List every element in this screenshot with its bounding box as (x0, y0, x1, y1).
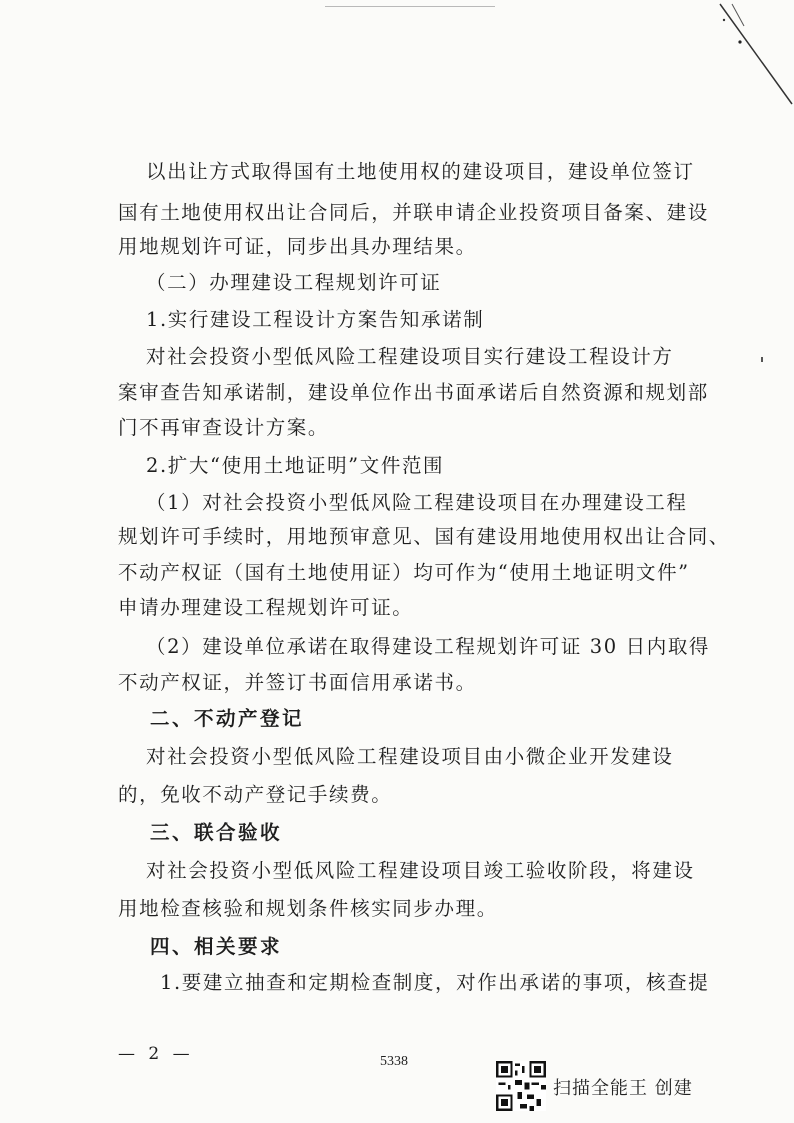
body-line: 不动产权证，并签订书面信用承诺书。 (118, 671, 477, 694)
scanner-watermark: 扫描全能王 创建 (553, 1078, 693, 1099)
body-line: 申请办理建设工程规划许可证。 (118, 596, 414, 619)
body-line: 不动产权证（国有土地使用证）均可作为“使用土地证明文件” (118, 561, 690, 584)
scan-edge-line (325, 6, 495, 7)
subsection-heading: （二）办理建设工程规划许可证 (146, 271, 442, 294)
document-code: 5338 (380, 1054, 408, 1069)
body-line: （2）建设单位承诺在取得建设工程规划许可证 30 日内取得 (146, 635, 711, 658)
body-line: 规划许可手续时，用地预审意见、国有建设用地使用权出让合同、 (118, 525, 730, 548)
page-fold-mark-icon (714, 0, 794, 110)
body-line: 1.要建立抽查和定期检查制度，对作出承诺的事项，核查提 (160, 971, 710, 994)
body-line: 国有土地使用权出让合同后，并联申请企业投资项目备案、建设 (118, 201, 709, 224)
section-heading: 四、相关要求 (150, 935, 283, 958)
body-line: 对社会投资小型低风险工程建设项目由小微企业开发建设 (146, 745, 674, 768)
section-heading: 二、不动产登记 (150, 707, 305, 730)
page-number: — 2 — (118, 1044, 194, 1064)
body-line: （1）对社会投资小型低风险工程建设项目在办理建设工程 (146, 491, 688, 514)
body-line: 对社会投资小型低风险工程建设项目竣工验收阶段，将建设 (146, 859, 695, 882)
body-line: 对社会投资小型低风险工程建设项目实行建设工程设计方 (146, 345, 674, 368)
body-line: 以出让方式取得国有土地使用权的建设项目，建设单位签订 (146, 160, 695, 183)
item-heading: 1.实行建设工程设计方案告知承诺制 (146, 308, 485, 331)
item-heading: 2.扩大“使用土地证明”文件范围 (146, 454, 445, 477)
body-line: 的，免收不动产登记手续费。 (118, 783, 393, 806)
body-line: 案审查告知承诺制，建设单位作出书面承诺后自然资源和规划部 (118, 381, 709, 404)
body-line: 用地规划许可证，同步出具办理结果。 (118, 235, 477, 258)
scan-speck (761, 357, 763, 362)
body-line: 用地检查核验和规划条件核实同步办理。 (118, 897, 498, 920)
qr-code-icon (496, 1060, 546, 1112)
section-heading: 三、联合验收 (150, 821, 283, 844)
body-line: 门不再审查设计方案。 (118, 416, 330, 439)
